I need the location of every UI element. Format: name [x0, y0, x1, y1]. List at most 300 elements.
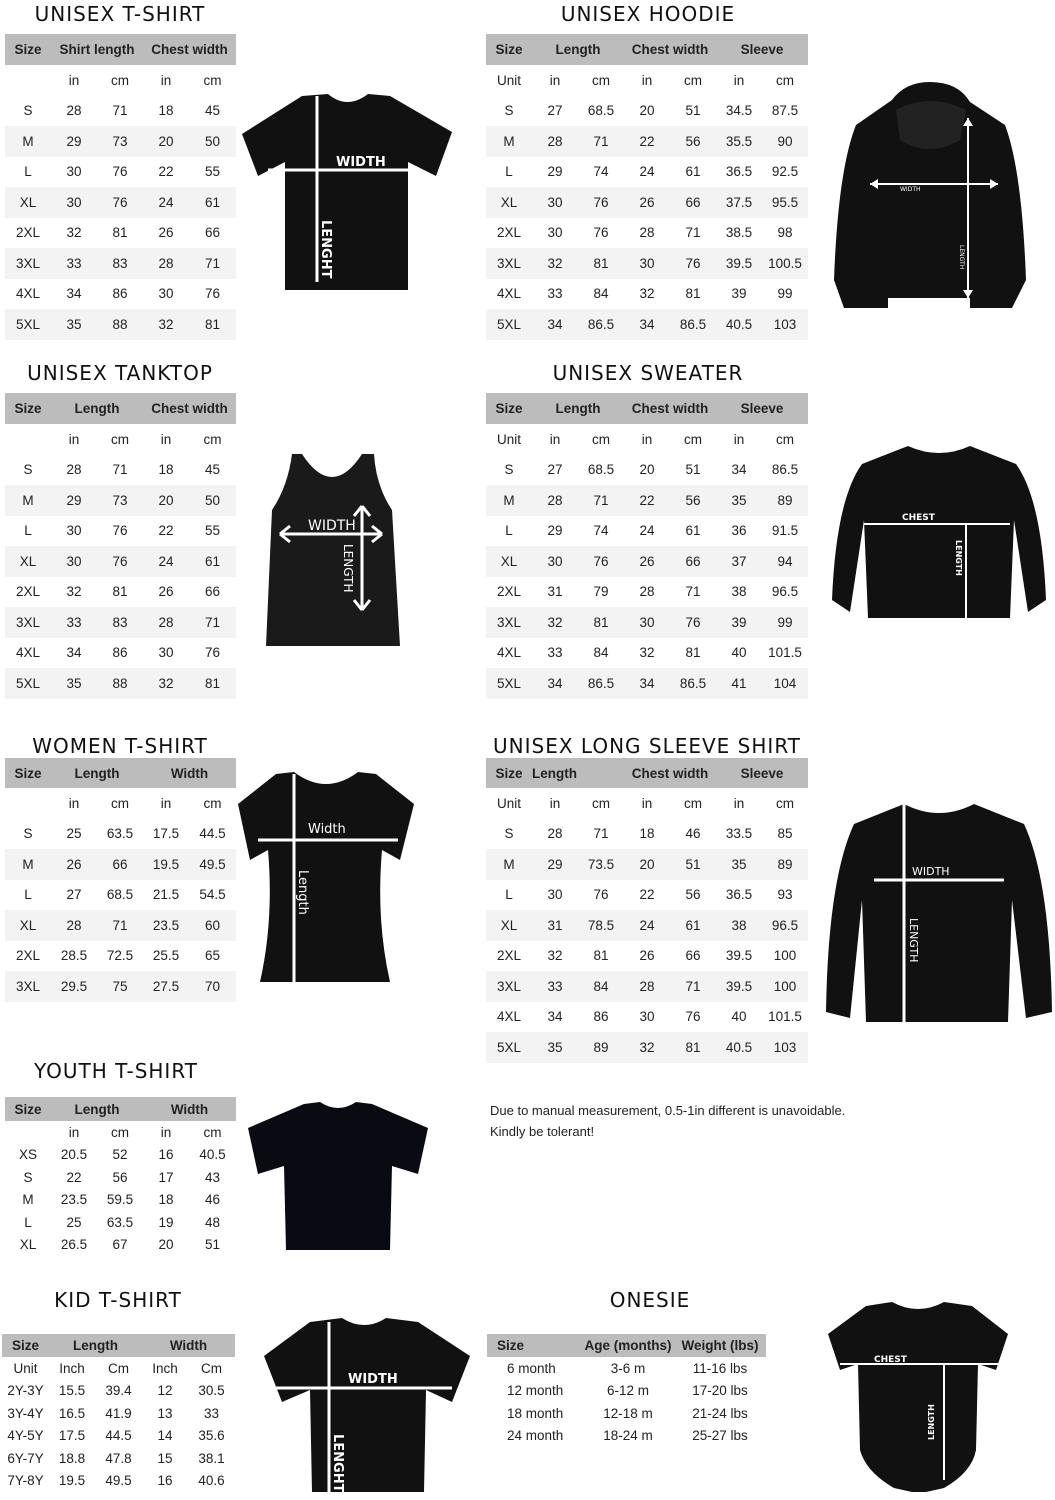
value-cell: 34: [624, 668, 670, 699]
value-cell: 16: [143, 1144, 189, 1167]
unit-cell: [5, 424, 51, 455]
value-cell: 55: [189, 157, 236, 188]
value-cell: 28: [624, 971, 670, 1002]
value-cell: 76: [670, 607, 716, 638]
unisex-longsleeve-title: UNISEX LONG SLEEVE SHIRT: [493, 734, 801, 758]
value-cell: 28: [143, 248, 189, 279]
value-cell: 17.5: [143, 819, 189, 850]
table-row: [5, 1166, 236, 1189]
value-cell: 30: [624, 607, 670, 638]
value-cell: 86: [97, 279, 143, 310]
unit-cell: Unit: [2, 1357, 49, 1380]
table-row: [5, 910, 236, 941]
length-label: LENGTH: [907, 918, 920, 963]
value-cell: 86.5: [762, 455, 808, 486]
size-cell: M: [5, 849, 51, 880]
value-cell: 28: [51, 455, 97, 486]
table-row: [5, 218, 236, 249]
value-cell: 34: [532, 668, 578, 699]
value-cell: 51: [670, 455, 716, 486]
unit-row: [5, 788, 236, 819]
value-cell: 18-24 m: [582, 1425, 674, 1448]
length-label: LENGHT: [330, 1434, 345, 1493]
value-cell: 78.5: [578, 910, 624, 941]
table-row: [5, 819, 236, 850]
value-cell: 84: [578, 279, 624, 310]
value-cell: 18: [143, 1189, 189, 1212]
value-cell: 65: [189, 941, 236, 972]
table-row: [2, 1470, 235, 1493]
unit-cell: cm: [578, 65, 624, 96]
value-cell: 22: [624, 485, 670, 516]
table-row: [5, 455, 236, 486]
value-cell: 28: [51, 96, 97, 127]
value-cell: 28: [624, 577, 670, 608]
header-length: Length: [532, 34, 624, 65]
unit-cell: cm: [189, 1121, 236, 1144]
value-cell: 28: [143, 607, 189, 638]
size-cell: 4XL: [486, 638, 532, 669]
value-cell: 40.6: [188, 1470, 235, 1493]
value-cell: 92.5: [762, 157, 808, 188]
unit-cell: in: [143, 65, 189, 96]
table-row: [5, 1144, 236, 1167]
value-cell: 76: [578, 187, 624, 218]
value-cell: 32: [532, 607, 578, 638]
value-cell: 76: [578, 546, 624, 577]
size-cell: M: [486, 849, 532, 880]
table-row: [5, 1189, 236, 1212]
size-cell: XL: [5, 187, 51, 218]
value-cell: 30: [51, 516, 97, 547]
value-cell: 99: [762, 279, 808, 310]
table-row: [5, 668, 236, 699]
value-cell: 21.5: [143, 880, 189, 911]
table-row: [5, 248, 236, 279]
header-width: Width: [143, 1097, 236, 1121]
unit-cell: cm: [97, 788, 143, 819]
value-cell: 71: [97, 96, 143, 127]
unisex-tshirt-table: [5, 34, 236, 340]
value-cell: 83: [97, 248, 143, 279]
value-cell: 39: [716, 279, 762, 310]
size-cell: 24 month: [487, 1425, 582, 1448]
table-row: [2, 1402, 235, 1425]
value-cell: 43: [189, 1166, 236, 1189]
table-row: [486, 880, 808, 911]
size-cell: 4XL: [486, 279, 532, 310]
value-cell: 28.5: [51, 941, 97, 972]
width-label: WIDTH: [348, 1372, 398, 1387]
unit-row: [5, 1121, 236, 1144]
value-cell: 30: [51, 157, 97, 188]
unit-cell: in: [143, 788, 189, 819]
value-cell: 68.5: [578, 455, 624, 486]
size-cell: 3XL: [5, 607, 51, 638]
value-cell: 86: [578, 1002, 624, 1033]
value-cell: 27: [532, 96, 578, 127]
size-cell: XL: [5, 910, 51, 941]
size-cell: 4XL: [5, 279, 51, 310]
value-cell: 33: [51, 248, 97, 279]
size-cell: L: [5, 516, 51, 547]
value-cell: 104: [762, 668, 808, 699]
size-cell: M: [5, 1189, 51, 1212]
width-label: Width: [308, 822, 346, 837]
value-cell: 40: [716, 638, 762, 669]
measurement-note: [490, 1100, 910, 1142]
table-row: [5, 941, 236, 972]
size-cell: XL: [486, 546, 532, 577]
value-cell: 54.5: [189, 880, 236, 911]
value-cell: 31: [532, 910, 578, 941]
value-cell: 25: [51, 1211, 97, 1234]
kid-tshirt-title: KID T-SHIRT: [54, 1288, 182, 1312]
value-cell: 12-18 m: [582, 1402, 674, 1425]
unisex-hoodie-table: [486, 34, 808, 340]
value-cell: 30: [532, 187, 578, 218]
header-size: Size: [2, 1334, 49, 1357]
value-cell: 24: [624, 157, 670, 188]
value-cell: 81: [670, 279, 716, 310]
table-row: [486, 638, 808, 669]
value-cell: 100: [762, 971, 808, 1002]
unisex-sweater-title: UNISEX SWEATER: [552, 361, 744, 385]
value-cell: 66: [670, 941, 716, 972]
value-cell: 22: [624, 126, 670, 157]
value-cell: 17: [143, 1166, 189, 1189]
value-cell: 34: [51, 638, 97, 669]
value-cell: 81: [578, 941, 624, 972]
table-row: [486, 607, 808, 638]
table-row: [5, 546, 236, 577]
size-cell: 3XL: [486, 971, 532, 1002]
table-row: [2, 1425, 235, 1448]
header-length: Length: [51, 1097, 143, 1121]
header-length: Length: [49, 1334, 142, 1357]
value-cell: 84: [578, 971, 624, 1002]
value-cell: 48: [189, 1211, 236, 1234]
value-cell: 89: [762, 485, 808, 516]
unit-row: [2, 1357, 235, 1380]
unisex-tanktop-table: [5, 393, 236, 699]
value-cell: 18.8: [49, 1447, 95, 1470]
value-cell: 17-20 lbs: [674, 1380, 766, 1403]
unit-cell: cm: [97, 1121, 143, 1144]
table-row: [486, 485, 808, 516]
size-cell: L: [5, 880, 51, 911]
value-cell: 25.5: [143, 941, 189, 972]
unit-cell: in: [624, 65, 670, 96]
value-cell: 60: [189, 910, 236, 941]
value-cell: 28: [51, 910, 97, 941]
value-cell: 28: [532, 485, 578, 516]
value-cell: 27: [51, 880, 97, 911]
unit-cell: cm: [97, 65, 143, 96]
table-row: [2, 1447, 235, 1470]
value-cell: 81: [670, 638, 716, 669]
length-label: LENGTH: [341, 544, 355, 593]
value-cell: 56: [670, 880, 716, 911]
value-cell: 51: [670, 96, 716, 127]
unisex-sweater-image: [828, 440, 1050, 650]
table-row: [486, 187, 808, 218]
header-weight: Weight (lbs): [674, 1334, 766, 1357]
value-cell: 61: [189, 187, 236, 218]
value-cell: 44.5: [189, 819, 236, 850]
table-row: [486, 126, 808, 157]
value-cell: 76: [670, 1002, 716, 1033]
value-cell: 76: [189, 279, 236, 310]
size-cell: 4XL: [5, 638, 51, 669]
value-cell: 26: [51, 849, 97, 880]
unit-cell: cm: [762, 788, 808, 819]
value-cell: 61: [189, 546, 236, 577]
value-cell: 23.5: [143, 910, 189, 941]
value-cell: 76: [97, 516, 143, 547]
table-row: [5, 157, 236, 188]
value-cell: 84: [578, 638, 624, 669]
value-cell: 39.4: [95, 1380, 142, 1403]
chest-label: CHEST: [902, 513, 935, 523]
header-size: Size: [5, 393, 51, 424]
value-cell: 30: [624, 1002, 670, 1033]
table-row: [486, 546, 808, 577]
size-cell: 5XL: [5, 668, 51, 699]
size-cell: M: [486, 126, 532, 157]
value-cell: 76: [578, 880, 624, 911]
header-size: Size: [486, 393, 532, 424]
size-cell: 4XL: [486, 1002, 532, 1033]
onesie-table: [487, 1334, 766, 1447]
value-cell: 3-6 m: [582, 1357, 674, 1380]
header-chest-width: Chest width: [624, 393, 716, 424]
value-cell: 49.5: [189, 849, 236, 880]
unit-cell: cm: [670, 65, 716, 96]
value-cell: 76: [97, 157, 143, 188]
header-size: Size: [5, 758, 51, 788]
value-cell: 66: [670, 546, 716, 577]
length-label: LENGTH: [954, 540, 963, 576]
unit-cell: Inch: [49, 1357, 95, 1380]
women-tshirt-image: [236, 770, 418, 988]
size-cell: M: [5, 485, 51, 516]
value-cell: 39: [716, 607, 762, 638]
size-cell: 3XL: [5, 971, 51, 1002]
table-row: [486, 218, 808, 249]
value-cell: 71: [578, 485, 624, 516]
header-chest-width: Chest width: [624, 758, 716, 788]
value-cell: 63.5: [97, 819, 143, 850]
value-cell: 72.5: [97, 941, 143, 972]
size-cell: 5XL: [486, 309, 532, 340]
value-cell: 71: [670, 577, 716, 608]
size-cell: 5XL: [5, 309, 51, 340]
value-cell: 32: [532, 941, 578, 972]
table-row: [5, 309, 236, 340]
value-cell: 38.1: [188, 1447, 235, 1470]
value-cell: 39.5: [716, 248, 762, 279]
unit-cell: Unit: [486, 65, 532, 96]
table-row: [5, 1234, 236, 1257]
unisex-longsleeve-table: [486, 758, 808, 1063]
size-cell: 7Y-8Y: [2, 1470, 49, 1493]
size-cell: 5XL: [486, 1032, 532, 1063]
unit-cell: [5, 788, 51, 819]
unit-cell: cm: [762, 65, 808, 96]
value-cell: 90: [762, 126, 808, 157]
unit-cell: cm: [97, 424, 143, 455]
table-row: [486, 941, 808, 972]
value-cell: 25: [51, 819, 97, 850]
value-cell: 22: [143, 157, 189, 188]
unisex-tanktop-title: UNISEX TANKTOP: [27, 361, 213, 385]
table-row: [5, 577, 236, 608]
value-cell: 39.5: [716, 971, 762, 1002]
value-cell: 11-16 lbs: [674, 1357, 766, 1380]
size-cell: 3Y-4Y: [2, 1402, 49, 1425]
size-cell: 3XL: [486, 607, 532, 638]
value-cell: 74: [578, 157, 624, 188]
unit-cell: cm: [670, 424, 716, 455]
value-cell: 26: [143, 577, 189, 608]
unit-cell: cm: [670, 788, 716, 819]
value-cell: 76: [97, 546, 143, 577]
unit-cell: Cm: [188, 1357, 235, 1380]
value-cell: 36.5: [716, 157, 762, 188]
value-cell: 15.5: [49, 1380, 95, 1403]
unit-row: [486, 65, 808, 96]
table-row: [5, 607, 236, 638]
value-cell: 24: [143, 187, 189, 218]
note-line-1: Due to manual measurement, 0.5-1in different is unavoidable.: [490, 1103, 846, 1118]
value-cell: 20.5: [51, 1144, 97, 1167]
table-row: [5, 849, 236, 880]
value-cell: 81: [97, 577, 143, 608]
value-cell: 23.5: [51, 1189, 97, 1212]
header-chest-width: Chest width: [143, 34, 236, 65]
value-cell: 24: [143, 546, 189, 577]
value-cell: 35.5: [716, 126, 762, 157]
unit-cell: in: [532, 424, 578, 455]
size-cell: 3XL: [486, 248, 532, 279]
value-cell: 93: [762, 880, 808, 911]
value-cell: 45: [189, 96, 236, 127]
value-cell: 15: [142, 1447, 188, 1470]
value-cell: 26.5: [51, 1234, 97, 1257]
value-cell: 86.5: [670, 668, 716, 699]
value-cell: 35: [51, 309, 97, 340]
table-row: [486, 577, 808, 608]
length-label: Length: [295, 870, 310, 915]
size-cell: 2XL: [5, 941, 51, 972]
value-cell: 47.8: [95, 1447, 142, 1470]
size-cell: XS: [5, 1144, 51, 1167]
value-cell: 17.5: [49, 1425, 95, 1448]
value-cell: 26: [624, 546, 670, 577]
unit-cell: in: [143, 1121, 189, 1144]
value-cell: 74: [578, 516, 624, 547]
table-row: [486, 849, 808, 880]
value-cell: 76: [578, 218, 624, 249]
value-cell: 75: [97, 971, 143, 1002]
value-cell: 35: [716, 849, 762, 880]
size-cell: XL: [486, 910, 532, 941]
table-row: [486, 96, 808, 127]
size-cell: 3XL: [5, 248, 51, 279]
size-cell: 4Y-5Y: [2, 1425, 49, 1448]
size-cell: L: [486, 157, 532, 188]
chest-label: CHEST: [874, 1355, 907, 1365]
value-cell: 101.5: [762, 1002, 808, 1033]
value-cell: 27.5: [143, 971, 189, 1002]
value-cell: 6-12 m: [582, 1380, 674, 1403]
value-cell: 20: [143, 485, 189, 516]
value-cell: 67: [97, 1234, 143, 1257]
value-cell: 81: [578, 607, 624, 638]
length-label: LENGHT: [318, 220, 333, 279]
value-cell: 71: [670, 218, 716, 249]
table-row: [487, 1425, 766, 1448]
value-cell: 16.5: [49, 1402, 95, 1425]
value-cell: 52: [97, 1144, 143, 1167]
size-cell: L: [5, 1211, 51, 1234]
youth-tshirt-image: [246, 1100, 430, 1254]
value-cell: 26: [624, 941, 670, 972]
value-cell: 71: [578, 126, 624, 157]
value-cell: 26: [624, 187, 670, 218]
value-cell: 34: [51, 279, 97, 310]
onesie-title: ONESIE: [609, 1288, 691, 1312]
header-length: Length: [532, 758, 624, 788]
unit-cell: in: [716, 424, 762, 455]
value-cell: 61: [670, 516, 716, 547]
value-cell: 30: [532, 880, 578, 911]
value-cell: 73: [97, 485, 143, 516]
women-tshirt-table: [5, 758, 236, 1002]
value-cell: 36: [716, 516, 762, 547]
value-cell: 37: [716, 546, 762, 577]
value-cell: 98: [762, 218, 808, 249]
header-length: Length: [51, 393, 143, 424]
unit-row: [486, 424, 808, 455]
value-cell: 86.5: [578, 309, 624, 340]
table-row: [5, 96, 236, 127]
youth-tshirt-title: YOUTH T-SHIRT: [33, 1059, 198, 1083]
value-cell: 18: [143, 455, 189, 486]
table-row: [486, 1032, 808, 1063]
value-cell: 46: [670, 819, 716, 850]
unit-cell: cm: [189, 424, 236, 455]
size-cell: S: [5, 96, 51, 127]
youth-tshirt-table: [5, 1097, 236, 1256]
size-cell: 5XL: [486, 668, 532, 699]
value-cell: 99: [762, 607, 808, 638]
value-cell: 29.5: [51, 971, 97, 1002]
size-cell: 12 month: [487, 1380, 582, 1403]
value-cell: 34.5: [716, 96, 762, 127]
value-cell: 86.5: [578, 668, 624, 699]
value-cell: 29: [51, 485, 97, 516]
size-cell: M: [5, 126, 51, 157]
value-cell: 37.5: [716, 187, 762, 218]
value-cell: 22: [51, 1166, 97, 1189]
unisex-tshirt-title: UNISEX T-SHIRT: [34, 2, 206, 26]
value-cell: 46: [189, 1189, 236, 1212]
table-row: [5, 126, 236, 157]
value-cell: 103: [762, 309, 808, 340]
value-cell: 33: [532, 971, 578, 1002]
